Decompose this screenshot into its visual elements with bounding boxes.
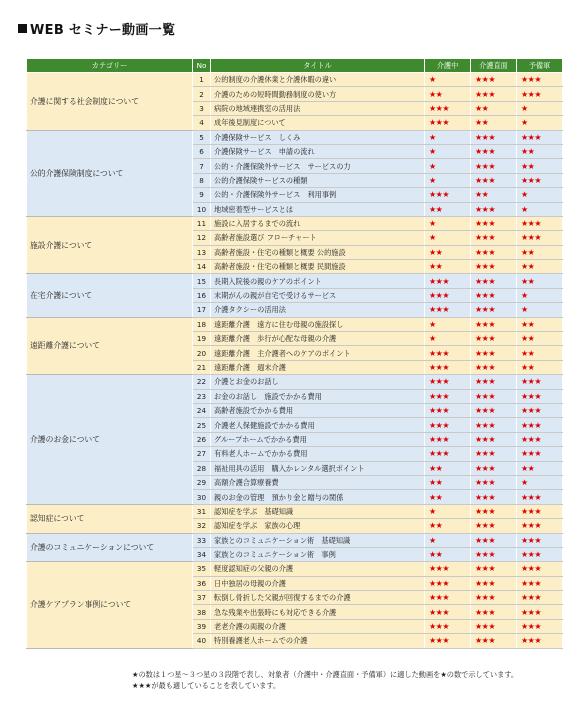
rating-caregiving: ★ — [425, 130, 471, 144]
rating-facing-care: ★★★ — [471, 303, 517, 317]
title-cell: 遠距離介護 週末介護 — [211, 360, 425, 374]
no-cell: 7 — [193, 159, 211, 173]
title-cell: 長期入院後の親のケアのポイント — [211, 274, 425, 288]
title-cell: 遠距離介護 遠方に住む母親の施設探し — [211, 317, 425, 331]
rating-facing-care: ★★★ — [471, 619, 517, 633]
rating-caregiving: ★★★ — [425, 432, 471, 446]
rating-reserve: ★★★ — [517, 519, 563, 533]
rating-facing-care: ★★★ — [471, 591, 517, 605]
footnote-line: ★の数は１つ星～３つ星の３段階で表し、対象者（介護中・介護直面・予備軍）に適した動画を★の数で示しています。 — [132, 670, 519, 679]
rating-caregiving: ★★★ — [425, 389, 471, 403]
rating-facing-care: ★★★ — [471, 461, 517, 475]
rating-caregiving: ★★★ — [425, 619, 471, 633]
rating-facing-care: ★★★ — [471, 576, 517, 590]
title-cell: 病院の地域連携室の活用法 — [211, 101, 425, 115]
rating-facing-care: ★★★ — [471, 533, 517, 547]
rating-caregiving: ★ — [425, 173, 471, 187]
rating-reserve: ★ — [517, 116, 563, 130]
rating-facing-care: ★★★ — [471, 475, 517, 489]
rating-facing-care: ★★★ — [471, 317, 517, 331]
title-cell: 軽度認知症の父親の介護 — [211, 562, 425, 576]
rating-reserve: ★★★ — [517, 432, 563, 446]
no-cell: 29 — [193, 475, 211, 489]
category-cell: 介護に関する社会制度について — [27, 73, 193, 131]
rating-caregiving: ★★ — [425, 260, 471, 274]
rating-facing-care: ★★★ — [471, 73, 517, 87]
rating-reserve: ★★ — [517, 245, 563, 259]
title-cell: 日中独居の母親の介護 — [211, 576, 425, 590]
rating-reserve: ★★★ — [517, 375, 563, 389]
no-cell: 14 — [193, 260, 211, 274]
rating-reserve: ★★★ — [517, 389, 563, 403]
title-cell: 親のお金の管理 預かり金と贈与の関係 — [211, 490, 425, 504]
rating-reserve: ★★★ — [517, 87, 563, 101]
rating-facing-care: ★★ — [471, 188, 517, 202]
title-cell: 介護保険サービス しくみ — [211, 130, 425, 144]
rating-facing-care: ★★★ — [471, 447, 517, 461]
table-row — [27, 562, 563, 576]
rating-reserve: ★★★ — [517, 490, 563, 504]
rating-caregiving: ★★★ — [425, 576, 471, 590]
rating-reserve: ★★★ — [517, 130, 563, 144]
no-cell: 30 — [193, 490, 211, 504]
rating-caregiving: ★★★ — [425, 418, 471, 432]
no-cell: 40 — [193, 634, 211, 648]
no-cell: 21 — [193, 360, 211, 374]
no-cell: 34 — [193, 547, 211, 561]
rating-caregiving: ★★ — [425, 87, 471, 101]
title-cell: 転倒し骨折した父親が回復するまでの介護 — [211, 591, 425, 605]
title-cell: 特別養護老人ホームでの介護 — [211, 634, 425, 648]
rating-facing-care: ★★★ — [471, 130, 517, 144]
header-title: タイトル — [211, 59, 425, 73]
rating-facing-care: ★★★ — [471, 490, 517, 504]
rating-caregiving: ★ — [425, 216, 471, 230]
rating-caregiving: ★ — [425, 332, 471, 346]
rating-reserve: ★★★ — [517, 562, 563, 576]
square-bullet-icon — [18, 24, 27, 33]
title-cell: 高齢者施設でかかる費用 — [211, 403, 425, 417]
rating-facing-care: ★★★ — [471, 519, 517, 533]
table-header-row — [27, 59, 563, 73]
rating-caregiving: ★ — [425, 144, 471, 158]
title-cell: 介護保険サービス 申請の流れ — [211, 144, 425, 158]
table-row — [27, 274, 563, 288]
no-cell: 23 — [193, 389, 211, 403]
title-cell: 高齢者施設・住宅の種類と概要 公的施設 — [211, 245, 425, 259]
no-cell: 5 — [193, 130, 211, 144]
rating-facing-care: ★★★ — [471, 504, 517, 518]
rating-caregiving: ★★★ — [425, 375, 471, 389]
header-facing-care: 介護直面 — [471, 59, 517, 73]
title-cell: 介護老人保健施設でかかる費用 — [211, 418, 425, 432]
rating-facing-care: ★★ — [471, 101, 517, 115]
page-title — [18, 19, 175, 38]
no-cell: 35 — [193, 562, 211, 576]
title-cell: 家族とのコミュニケーション術 基礎知識 — [211, 533, 425, 547]
rating-reserve: ★★★ — [517, 619, 563, 633]
no-cell: 26 — [193, 432, 211, 446]
no-cell: 6 — [193, 144, 211, 158]
rating-caregiving: ★★ — [425, 490, 471, 504]
rating-caregiving: ★★★ — [425, 303, 471, 317]
header-no: No — [193, 59, 211, 73]
rating-reserve: ★ — [517, 303, 563, 317]
no-cell: 20 — [193, 346, 211, 360]
rating-facing-care: ★★★ — [471, 260, 517, 274]
rating-caregiving: ★★★ — [425, 403, 471, 417]
rating-facing-care: ★★★ — [471, 332, 517, 346]
rating-reserve: ★★★ — [517, 504, 563, 518]
title-cell: 遠距離介護 歩行が心配な母親の介護 — [211, 332, 425, 346]
table-row — [27, 130, 563, 144]
header-category: カテゴリー — [27, 59, 193, 73]
rating-caregiving: ★ — [425, 159, 471, 173]
rating-reserve: ★★ — [517, 332, 563, 346]
title-cell: 認知症を学ぶ 家族の心理 — [211, 519, 425, 533]
rating-reserve: ★★ — [517, 144, 563, 158]
title-cell: 地域密着型サービスとは — [211, 202, 425, 216]
rating-facing-care: ★★★ — [471, 144, 517, 158]
rating-caregiving: ★★★ — [425, 360, 471, 374]
rating-caregiving: ★★ — [425, 519, 471, 533]
no-cell: 10 — [193, 202, 211, 216]
rating-caregiving: ★ — [425, 317, 471, 331]
rating-facing-care: ★★★ — [471, 418, 517, 432]
rating-reserve: ★★ — [517, 346, 563, 360]
rating-facing-care: ★★★ — [471, 202, 517, 216]
no-cell: 38 — [193, 605, 211, 619]
title-cell: 末期がんの親が自宅で受けるサービス — [211, 288, 425, 302]
rating-caregiving: ★★★ — [425, 274, 471, 288]
title-cell: 遠距離介護 主介護者へのケアのポイント — [211, 346, 425, 360]
no-cell: 24 — [193, 403, 211, 417]
rating-reserve: ★★★ — [517, 591, 563, 605]
rating-reserve: ★★ — [517, 360, 563, 374]
rating-facing-care: ★★★ — [471, 274, 517, 288]
rating-reserve: ★★ — [517, 159, 563, 173]
rating-caregiving: ★★★ — [425, 562, 471, 576]
title-cell: 有料老人ホームでかかる費用 — [211, 447, 425, 461]
rating-reserve: ★★ — [517, 461, 563, 475]
rating-caregiving: ★ — [425, 73, 471, 87]
rating-reserve: ★★★ — [517, 173, 563, 187]
rating-reserve: ★★★ — [517, 547, 563, 561]
rating-caregiving: ★★★ — [425, 605, 471, 619]
rating-reserve: ★ — [517, 202, 563, 216]
rating-facing-care: ★★★ — [471, 389, 517, 403]
rating-reserve: ★★★ — [517, 418, 563, 432]
title-cell: 公的制度の介護休業と介護休暇の違い — [211, 73, 425, 87]
rating-facing-care: ★★★ — [471, 87, 517, 101]
category-cell: 介護ケアプラン事例について — [27, 562, 193, 648]
rating-facing-care: ★★★ — [471, 403, 517, 417]
rating-facing-care: ★★★ — [471, 360, 517, 374]
rating-caregiving: ★★★ — [425, 591, 471, 605]
no-cell: 37 — [193, 591, 211, 605]
rating-reserve: ★★★ — [517, 403, 563, 417]
title-cell: グループホームでかかる費用 — [211, 432, 425, 446]
table-body — [27, 73, 563, 649]
table-row — [27, 216, 563, 230]
rating-reserve: ★★★ — [517, 634, 563, 648]
rating-caregiving: ★★★ — [425, 116, 471, 130]
rating-caregiving: ★★★ — [425, 188, 471, 202]
title-cell: 老老介護の両親の介護 — [211, 619, 425, 633]
rating-facing-care: ★★★ — [471, 634, 517, 648]
table-row — [27, 317, 563, 331]
no-cell: 28 — [193, 461, 211, 475]
rating-facing-care: ★★★ — [471, 346, 517, 360]
category-cell: 在宅介護について — [27, 274, 193, 317]
title-cell: お金のお話し 施設でかかる費用 — [211, 389, 425, 403]
rating-reserve: ★★★ — [517, 533, 563, 547]
title-cell: 家族とのコミュニケーション術 事例 — [211, 547, 425, 561]
no-cell: 15 — [193, 274, 211, 288]
rating-reserve: ★★★ — [517, 605, 563, 619]
rating-facing-care: ★★★ — [471, 562, 517, 576]
rating-caregiving: ★★ — [425, 547, 471, 561]
rating-caregiving: ★★ — [425, 475, 471, 489]
category-cell: 公的介護保険制度について — [27, 130, 193, 216]
rating-facing-care: ★★★ — [471, 173, 517, 187]
rating-reserve: ★★★ — [517, 576, 563, 590]
rating-caregiving: ★★★ — [425, 346, 471, 360]
no-cell: 17 — [193, 303, 211, 317]
title-cell: 介護とお金のお話し — [211, 375, 425, 389]
header-caregiving: 介護中 — [425, 59, 471, 73]
title-cell: 高額介護合算療養費 — [211, 475, 425, 489]
rating-facing-care: ★★★ — [471, 216, 517, 230]
rating-facing-care: ★★★ — [471, 245, 517, 259]
title-cell: 公的・介護保険外サービス 利用事例 — [211, 188, 425, 202]
footnote — [132, 669, 572, 691]
title-cell: 成年後見制度について — [211, 116, 425, 130]
rating-reserve: ★ — [517, 101, 563, 115]
rating-reserve: ★★★ — [517, 216, 563, 230]
title-cell: 公的介護保険サービスの種類 — [211, 173, 425, 187]
rating-reserve: ★ — [517, 188, 563, 202]
rating-reserve: ★★ — [517, 260, 563, 274]
title-cell: 高齢者施設・住宅の種類と概要 民間施設 — [211, 260, 425, 274]
no-cell: 22 — [193, 375, 211, 389]
no-cell: 32 — [193, 519, 211, 533]
category-cell: 介護のお金について — [27, 375, 193, 505]
no-cell: 11 — [193, 216, 211, 230]
rating-facing-care: ★★★ — [471, 547, 517, 561]
rating-reserve: ★★★ — [517, 447, 563, 461]
category-cell: 施設介護について — [27, 216, 193, 274]
table-row — [27, 533, 563, 547]
table-row — [27, 504, 563, 518]
rating-reserve: ★★★ — [517, 73, 563, 87]
rating-facing-care: ★★★ — [471, 375, 517, 389]
no-cell: 3 — [193, 101, 211, 115]
rating-reserve: ★★ — [517, 317, 563, 331]
page-title-text: WEB セミナー動画一覧 — [30, 23, 176, 38]
title-cell: 施設に入居するまでの流れ — [211, 216, 425, 230]
category-cell: 遠距離介護について — [27, 317, 193, 375]
no-cell: 4 — [193, 116, 211, 130]
no-cell: 36 — [193, 576, 211, 590]
rating-caregiving: ★ — [425, 504, 471, 518]
rating-caregiving: ★★ — [425, 202, 471, 216]
no-cell: 18 — [193, 317, 211, 331]
rating-caregiving: ★★★ — [425, 634, 471, 648]
rating-caregiving: ★★★ — [425, 101, 471, 115]
no-cell: 13 — [193, 245, 211, 259]
rating-facing-care: ★★★ — [471, 432, 517, 446]
seminar-table — [26, 58, 563, 649]
no-cell: 16 — [193, 288, 211, 302]
no-cell: 19 — [193, 332, 211, 346]
rating-facing-care: ★★★ — [471, 159, 517, 173]
footnote-line: ★★★が最も適していることを表しています。 — [132, 681, 281, 690]
category-cell: 介護のコミュニケーションについて — [27, 533, 193, 562]
title-cell: 高齢者施設選び フローチャート — [211, 231, 425, 245]
title-cell: 福祉用具の活用 購入かレンタル選択ポイント — [211, 461, 425, 475]
rating-caregiving: ★★★ — [425, 288, 471, 302]
no-cell: 33 — [193, 533, 211, 547]
rating-facing-care: ★★ — [471, 116, 517, 130]
table-row — [27, 375, 563, 389]
no-cell: 25 — [193, 418, 211, 432]
no-cell: 12 — [193, 231, 211, 245]
no-cell: 27 — [193, 447, 211, 461]
rating-facing-care: ★★★ — [471, 288, 517, 302]
rating-facing-care: ★★★ — [471, 231, 517, 245]
rating-reserve: ★ — [517, 475, 563, 489]
rating-caregiving: ★ — [425, 231, 471, 245]
rating-caregiving: ★★ — [425, 461, 471, 475]
rating-reserve: ★★ — [517, 274, 563, 288]
no-cell: 39 — [193, 619, 211, 633]
title-cell: 急な残業や出張時にも対応できる介護 — [211, 605, 425, 619]
category-cell: 認知症について — [27, 504, 193, 533]
no-cell: 31 — [193, 504, 211, 518]
rating-caregiving: ★★★ — [425, 447, 471, 461]
no-cell: 8 — [193, 173, 211, 187]
no-cell: 9 — [193, 188, 211, 202]
title-cell: 公的・介護保険外サービス サービスの力 — [211, 159, 425, 173]
title-cell: 介護タクシーの活用法 — [211, 303, 425, 317]
header-reserve: 予備軍 — [517, 59, 563, 73]
rating-facing-care: ★★★ — [471, 605, 517, 619]
rating-reserve: ★★★ — [517, 231, 563, 245]
title-cell: 認知症を学ぶ 基礎知識 — [211, 504, 425, 518]
no-cell: 2 — [193, 87, 211, 101]
table-row — [27, 73, 563, 87]
rating-caregiving: ★★ — [425, 245, 471, 259]
rating-caregiving: ★ — [425, 533, 471, 547]
title-cell: 介護のための短時間勤務制度の使い方 — [211, 87, 425, 101]
no-cell: 1 — [193, 73, 211, 87]
rating-reserve: ★ — [517, 288, 563, 302]
